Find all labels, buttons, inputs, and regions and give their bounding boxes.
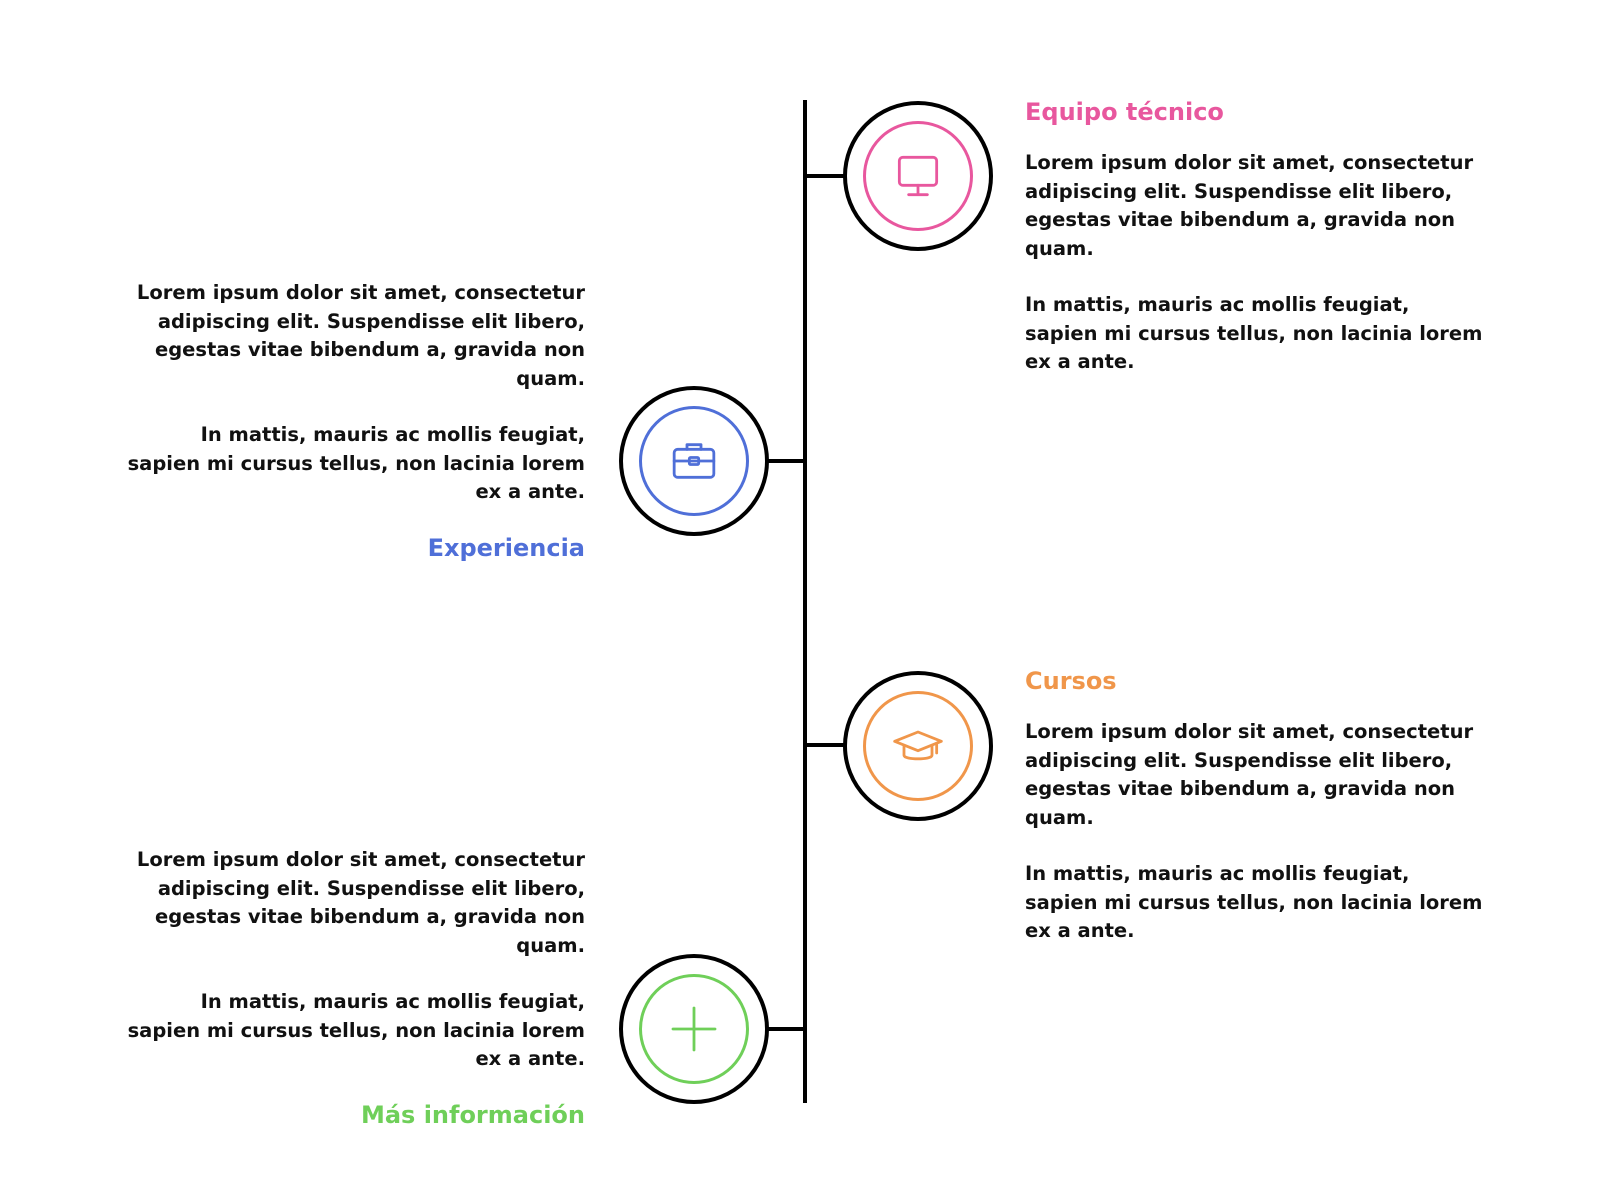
item-title: Experiencia xyxy=(427,533,585,562)
connector xyxy=(765,459,805,463)
item-paragraph: In mattis, mauris ac mollis feugiat, sapien mi cursus tellus, non lacinia lorem ex a ante. xyxy=(127,423,585,503)
timeline-node xyxy=(843,671,993,821)
node-ring xyxy=(863,691,973,801)
item-block xyxy=(1025,666,1485,946)
item-paragraph: Lorem ipsum dolor sit amet, consectetur adipiscing elit. Suspendisse elit libero, egestas vitae bibendum a, gravida non quam. xyxy=(1025,151,1474,260)
item-paragraph: In mattis, mauris ac mollis feugiat, sapien mi cursus tellus, non lacinia lorem ex a ante. xyxy=(127,990,585,1070)
node-ring xyxy=(639,974,749,1084)
item-paragraph: Lorem ipsum dolor sit amet, consectetur adipiscing elit. Suspendisse elit libero, egestas vitae bibendum a, gravida non quam. xyxy=(136,848,585,957)
timeline-node xyxy=(619,954,769,1104)
item-paragraph: In mattis, mauris ac mollis feugiat, sapien mi cursus tellus, non lacinia lorem ex a ante. xyxy=(1025,862,1483,942)
timeline-spine xyxy=(803,100,807,1103)
monitor-icon xyxy=(890,148,946,204)
connector xyxy=(805,743,845,747)
graduation-cap-icon xyxy=(890,718,946,774)
item-block xyxy=(125,846,585,1130)
node-ring xyxy=(863,121,973,231)
item-paragraph: In mattis, mauris ac mollis feugiat, sapien mi cursus tellus, non lacinia lorem ex a ante. xyxy=(1025,293,1483,373)
briefcase-icon xyxy=(666,433,722,489)
connector xyxy=(805,174,845,178)
item-title: Más información xyxy=(360,1100,585,1129)
item-title: Equipo técnico xyxy=(1025,98,1224,126)
node-ring xyxy=(639,406,749,516)
item-block xyxy=(1025,97,1485,377)
item-block xyxy=(125,279,585,563)
timeline-node xyxy=(619,386,769,536)
item-title: Cursos xyxy=(1025,667,1117,695)
item-paragraph: Lorem ipsum dolor sit amet, consectetur adipiscing elit. Suspendisse elit libero, egestas vitae bibendum a, gravida non quam. xyxy=(136,281,585,390)
connector xyxy=(765,1027,805,1031)
plus-icon xyxy=(666,1001,722,1057)
timeline-node xyxy=(843,101,993,251)
item-paragraph: Lorem ipsum dolor sit amet, consectetur adipiscing elit. Suspendisse elit libero, egestas vitae bibendum a, gravida non quam. xyxy=(1025,720,1474,829)
